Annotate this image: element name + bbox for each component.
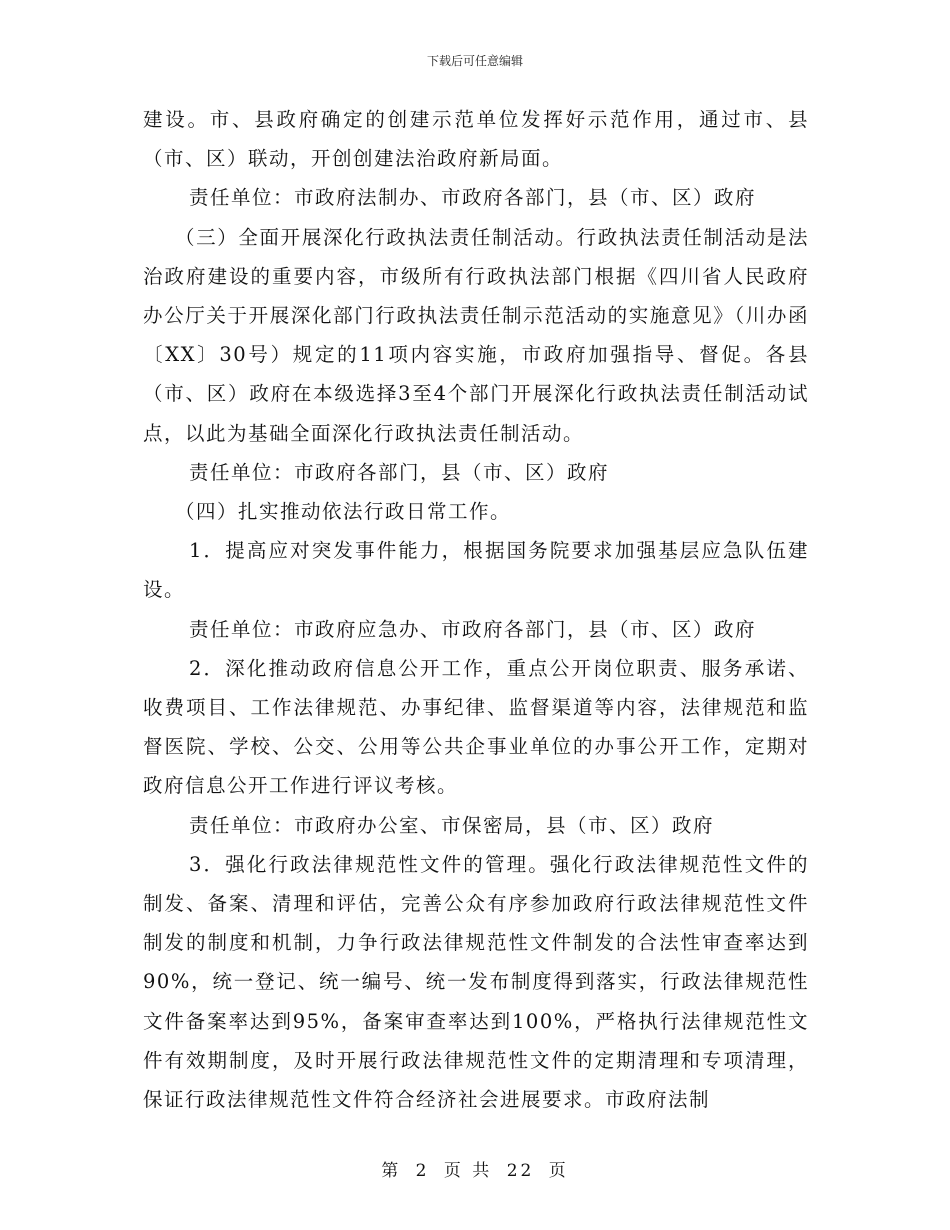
page-suffix: 页 bbox=[548, 1161, 569, 1181]
page-mid-text: 页 共 bbox=[443, 1161, 493, 1181]
paragraph-item-1: 1．提高应对突发事件能力，根据国务院要求加强基层应急队伍建设。 bbox=[143, 539, 809, 602]
paragraph-item-3: 3．强化行政法律规范性文件的管理。强化行政法律规范性文件的制发、备案、清理和评估，完善公众有序参加政府行政法律规范性文件制发的制度和机制，力争行政法律规范性文件制发的合法性审查率达到90%，统一登记、统一编号、统一发布制度得到落实，行政法律规范性文件备案率达到95%，备案审查率达到100%，严格执行法律规范性文件有效期制度，及时开展行政法律规范性文件的定期清理和专项清理，保证行政法律规范性文件符合经济社会进展要求。市政府法制 bbox=[143, 852, 809, 1112]
paragraph-item-2: 2．深化推动政府信息公开工作，重点公开岗位职责、服务承诺、收费项目、工作法律规范、办事纪律、监督渠道等内容，法律规范和监督医院、学校、公交、公用等公共企事业单位的办事公开工作，定期对政府信息公开工作进行评议考核。 bbox=[143, 656, 809, 798]
paragraph-section-three: （三）全面开展深化行政执法责任制活动。行政执法责任制活动是法治政府建设的重要内容，市级所有行政执法部门根据《四川省人民政府办公厅关于开展深化部门行政执法责任制示范活动的实施意见》（川办函〔XX〕30号）规定的11项内容实施，市政府加强指导、督促。各县（市、区）政府在本级选择3至4个部门开展深化行政执法责任制活动试点，以此为基础全面深化行政执法责任制活动。 bbox=[143, 225, 809, 445]
paragraph-responsible-units: 责任单位：市政府各部门，县（市、区）政府 bbox=[189, 460, 610, 484]
paragraph-section-four-heading: （四）扎实推动依法行政日常工作。 bbox=[175, 500, 512, 524]
paragraph-responsible-units: 责任单位：市政府办公室、市保密局，县（市、区）政府 bbox=[189, 813, 715, 837]
document-body bbox=[143, 100, 809, 1119]
paragraph-responsible-units: 责任单位：市政府法制办、市政府各部门，县（市、区）政府 bbox=[189, 186, 757, 210]
paragraph-continuation: 建设。市、县政府确定的创建示范单位发挥好示范作用，通过市、县（市、区）联动，开创创建法治政府新局面。 bbox=[143, 108, 809, 171]
total-pages-number: 22 bbox=[506, 1161, 535, 1181]
current-page-number: 2 bbox=[415, 1161, 430, 1181]
paragraph-responsible-units: 责任单位：市政府应急办、市政府各部门，县（市、区）政府 bbox=[189, 617, 757, 641]
page-prefix: 第 bbox=[381, 1161, 402, 1181]
page-number-footer bbox=[0, 1156, 950, 1181]
page-header-note: 下载后可任意编辑 bbox=[426, 54, 523, 68]
